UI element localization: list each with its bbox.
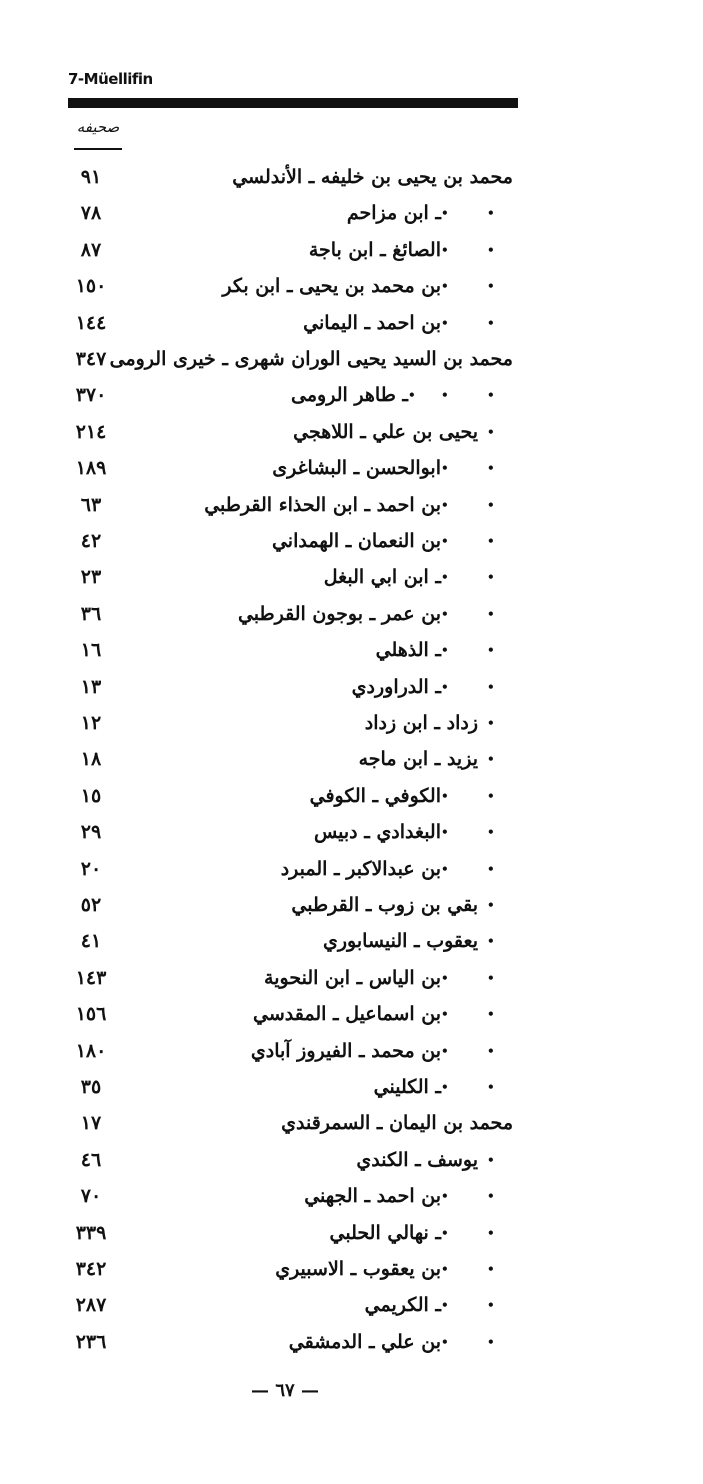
ditto-mark: • (441, 970, 449, 985)
author-name: بقي بن زوب ـ القرطبي (291, 894, 478, 916)
ditto-mark: • (441, 1189, 449, 1204)
page-number: ١٨ (80, 748, 102, 771)
page-number: ١٤٣ (75, 966, 107, 989)
page-number: ٧٠ (80, 1185, 102, 1208)
ditto-mark: • (487, 898, 495, 912)
author-name: بن احمد ـ اليماني (303, 311, 441, 334)
page-number: ٣٦ (80, 602, 102, 625)
page-number: ٥٢ (80, 894, 102, 916)
author-name: بن علي ـ الدمشقي (288, 1330, 441, 1353)
page-number: ١٧ (80, 1112, 102, 1135)
ditto-mark: • (408, 388, 416, 403)
ditto-mark: • (487, 934, 495, 949)
author-name: الصائغ ـ ابن باجة (308, 238, 441, 261)
author-name: ـ ابن مزاحم (346, 202, 441, 225)
ditto-mark: • (487, 1225, 495, 1240)
author-name: ابوالحسن ـ البشاغرى (272, 457, 441, 480)
page-number: ٦٣ (80, 493, 102, 516)
list-item (0, 415, 703, 449)
list-item (0, 1288, 703, 1322)
page-number: ٣٣٩ (75, 1221, 107, 1244)
page-number: ١٥٠ (75, 275, 107, 298)
author-name: يزيد ـ ابن ماجه (358, 748, 478, 771)
page-number: ٢٣ (80, 566, 102, 589)
page-number: ١٤٤ (75, 311, 107, 334)
page-number: ٢٣٦ (75, 1330, 107, 1353)
header-code: 7-Müellifin (68, 70, 153, 88)
ditto-mark: • (441, 461, 449, 476)
ditto-mark: • (487, 424, 495, 439)
page-number: ٢٨٧ (75, 1294, 107, 1317)
ditto-mark: • (487, 788, 495, 803)
page-number: ١٦ (80, 639, 102, 662)
author-name: يحيى بن علي ـ اللاهجي (293, 420, 478, 443)
ditto-mark: • (441, 861, 449, 876)
author-name: بن محمد بن يحيى ـ ابن بكر (222, 275, 441, 298)
list-item (0, 924, 703, 958)
list-item (0, 815, 703, 849)
author-name: زداد ـ ابن زداد (364, 712, 478, 734)
list-item (0, 633, 703, 667)
author-name: الكوفي ـ الكوفي (309, 784, 441, 807)
author-name: ـ الكريمي (364, 1294, 441, 1317)
author-name: يعقوب ـ النيسابوري (323, 930, 478, 953)
author-name: ـ الكليني (373, 1076, 441, 1098)
author-name: بن النعمان ـ الهمداني (271, 530, 441, 552)
ditto-mark: • (487, 716, 495, 730)
ditto-mark: • (487, 388, 495, 403)
list-item (0, 488, 703, 522)
ditto-mark: • (487, 1262, 495, 1276)
list-item (0, 1325, 703, 1359)
author-name: ـ الذهلي (375, 639, 441, 662)
author-name: البغدادي ـ دبيس (313, 821, 441, 844)
list-item (0, 742, 703, 776)
page-number: ٨٧ (80, 238, 102, 261)
page-number: ١٣ (80, 675, 102, 698)
author-name: محمد بن اليمان ـ السمرقندي (281, 1112, 513, 1135)
list-item (0, 451, 703, 485)
ditto-mark: • (441, 1225, 449, 1240)
page-number: ١٢ (80, 712, 102, 734)
ditto-mark: • (487, 497, 495, 512)
author-name: ـ ابن ابي البغل (323, 566, 441, 589)
author-name: بن اسماعيل ـ المقدسي (253, 1003, 441, 1026)
ditto-mark: • (441, 497, 449, 512)
ditto-mark: • (487, 643, 495, 658)
ditto-mark: • (487, 1043, 495, 1058)
page-number: ٣٤٧ (75, 348, 107, 370)
ditto-mark: • (441, 279, 449, 294)
page-number: ٤١ (80, 930, 102, 953)
list-item (0, 1106, 703, 1140)
page-number: ١٥٦ (75, 1003, 107, 1026)
ditto-mark: • (487, 570, 495, 585)
list-item (0, 1216, 703, 1250)
page-number: ٩١ (80, 166, 102, 188)
column-label: صحيفه (76, 118, 120, 136)
list-item (0, 378, 703, 412)
list-item (0, 1143, 703, 1177)
list-item (0, 342, 703, 376)
list-item (0, 1252, 703, 1286)
page-number-footer: — ٦٧ — (251, 1380, 319, 1401)
ditto-mark: • (487, 1007, 495, 1022)
list-item (0, 852, 703, 886)
ditto-mark: • (487, 534, 495, 548)
ditto-mark: • (441, 1043, 449, 1058)
column-rule (74, 148, 122, 150)
ditto-mark: • (487, 1298, 495, 1313)
ditto-mark: • (487, 461, 495, 476)
ditto-mark: • (441, 788, 449, 803)
list-item (0, 160, 703, 194)
page-number: ٧٨ (80, 202, 102, 225)
page-number: ٢٩ (80, 821, 102, 844)
author-name: ـ نهالي الحلبي (329, 1221, 441, 1244)
list-item (0, 233, 703, 267)
ditto-mark: • (441, 679, 449, 694)
ditto-mark: • (487, 1080, 495, 1094)
author-name: بن عمر ـ بوجون القرطبي (237, 602, 441, 625)
ditto-mark: • (487, 825, 495, 840)
author-name: محمد بن السيد يحيى الوران شهرى ـ خيرى الرومى (109, 348, 513, 370)
list-item (0, 1070, 703, 1104)
list-item (0, 997, 703, 1031)
ditto-mark: • (441, 825, 449, 840)
ditto-mark: • (487, 861, 495, 876)
ditto-mark: • (487, 606, 495, 621)
list-item (0, 779, 703, 813)
page-number: ٢١٤ (75, 420, 107, 443)
ditto-mark: • (487, 279, 495, 294)
page-number: ٣٤٢ (75, 1258, 107, 1280)
ditto-mark: • (487, 1189, 495, 1204)
list-item (0, 196, 703, 230)
author-name: ـ الدراوردي (351, 675, 441, 698)
author-name: بن الياس ـ ابن النحوية (264, 966, 441, 989)
ditto-mark: • (441, 1262, 449, 1276)
author-name: يوسف ـ الكندي (356, 1148, 478, 1171)
page-number: ٤٦ (80, 1148, 102, 1171)
ditto-mark: • (441, 1334, 449, 1349)
ditto-mark: • (487, 315, 495, 330)
list-item (0, 961, 703, 995)
author-name: بن احمد ـ ابن الحذاء القرطبي (204, 493, 441, 516)
ditto-mark: • (487, 1152, 495, 1167)
ditto-mark: • (487, 242, 495, 257)
ditto-mark: • (441, 242, 449, 257)
ditto-mark: • (441, 1298, 449, 1313)
top-rule (68, 98, 518, 108)
page-number: ١٥ (80, 784, 102, 807)
ditto-mark: • (487, 752, 495, 767)
ditto-mark: • (441, 1007, 449, 1022)
ditto-mark: • (487, 1334, 495, 1349)
list-item (0, 560, 703, 594)
page-number: ٤٢ (80, 530, 102, 552)
page-number: ٢٠ (80, 857, 102, 880)
list-item (0, 269, 703, 303)
page-number: ٣٥ (80, 1076, 102, 1098)
ditto-mark: • (441, 534, 449, 548)
ditto-mark: • (441, 606, 449, 621)
ditto-mark: • (441, 570, 449, 585)
list-item (0, 1034, 703, 1068)
ditto-mark: • (487, 679, 495, 694)
list-item (0, 1179, 703, 1213)
author-name: بن عبدالاكبر ـ المبرد (280, 857, 441, 880)
list-item (0, 706, 703, 740)
author-name: محمد بن يحيى بن خليفه ـ الأندلسي (232, 166, 513, 188)
author-name: بن احمد ـ الجهني (304, 1185, 441, 1208)
ditto-mark: • (441, 1080, 449, 1094)
list-item (0, 888, 703, 922)
ditto-mark: • (441, 315, 449, 330)
ditto-mark: • (441, 643, 449, 658)
list-item (0, 306, 703, 340)
list-item (0, 670, 703, 704)
author-name: ـ طاهر الرومى (291, 384, 408, 407)
list-item (0, 597, 703, 631)
author-name: بن محمد ـ الفيروز آبادي (250, 1039, 441, 1062)
author-name: بن يعقوب ـ الاسبيري (275, 1258, 441, 1280)
ditto-mark: • (441, 388, 449, 403)
page-number: ١٨٠ (75, 1039, 107, 1062)
list-item (0, 524, 703, 558)
page-number: ٣٧٠ (75, 384, 107, 407)
ditto-mark: • (441, 206, 449, 221)
page-number: ١٨٩ (75, 457, 107, 480)
ditto-mark: • (487, 970, 495, 985)
ditto-mark: • (487, 206, 495, 221)
